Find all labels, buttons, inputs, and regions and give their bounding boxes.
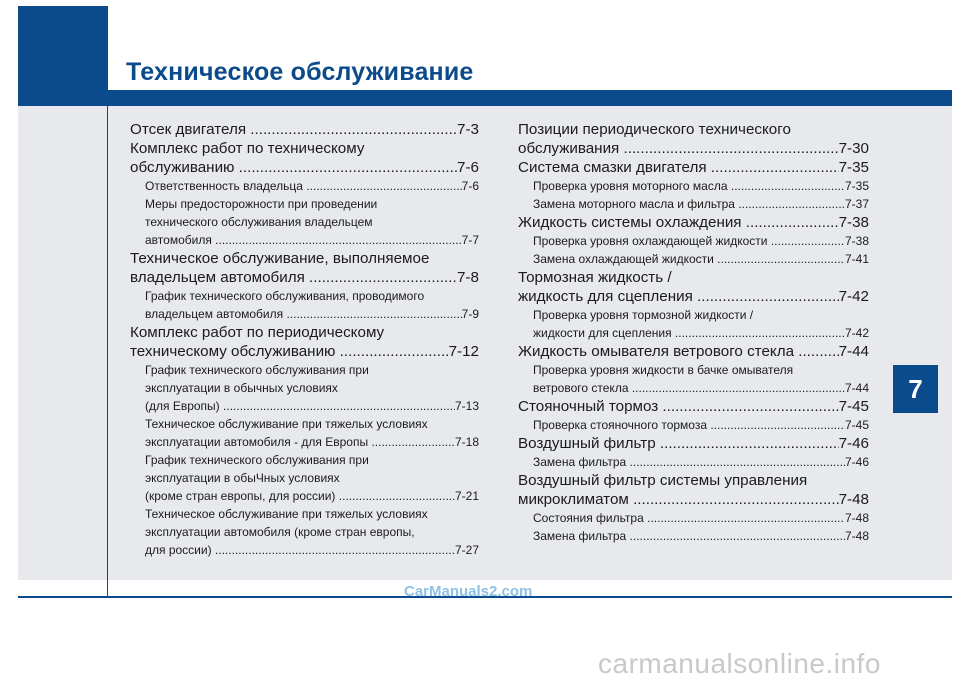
toc-entry[interactable] — [130, 323, 479, 361]
toc-entry-title: (кроме стран европы, для россии) ..... — [145, 487, 455, 505]
toc-entry-line: Проверка уровня тормозной жидкости / — [533, 308, 754, 322]
toc-page-number: 7-44 — [838, 343, 869, 360]
toc-entry[interactable] — [518, 509, 869, 527]
toc-entry-title: Отсек двигателя ..... — [130, 120, 457, 139]
toc-entry-line: Проверка уровня жидкости в бачке омывателя — [533, 363, 794, 377]
toc-page-number: 7-27 — [454, 543, 479, 557]
toc-entry-row — [533, 324, 869, 342]
toc-page-number: 7-35 — [844, 179, 869, 193]
toc-page-number: 7-48 — [844, 511, 869, 525]
toc-page-number: 7-6 — [457, 159, 479, 176]
toc-entry-title: техническому обслуживанию ..... — [130, 342, 449, 361]
toc-entry-line: Меры предосторожности при проведении — [145, 197, 378, 211]
toc-entry-title: Замена моторного масла и фильтра ..... — [533, 195, 845, 213]
toc-entry-row — [533, 509, 869, 527]
toc-page-number: 7-38 — [838, 214, 869, 231]
toc-entry[interactable] — [130, 287, 479, 323]
toc-entry[interactable] — [130, 415, 479, 451]
toc-entry-line: Техническое обслуживание при тяжелых условиях — [145, 507, 428, 521]
toc-page-number: 7-48 — [844, 529, 869, 543]
toc-page-number: 7-7 — [461, 233, 479, 247]
toc-entry-title: Стояночный тормоз ..... — [518, 397, 839, 416]
toc-entry[interactable] — [518, 397, 869, 416]
toc-entry-row — [518, 397, 869, 416]
toc-entry-title: владельцем автомобиля ..... — [130, 268, 457, 287]
toc-entry-title: Жидкость омывателя ветрового стекла ..... — [518, 342, 839, 361]
toc-entry[interactable] — [130, 249, 479, 287]
toc-entry-title: Замена фильтра ..... — [533, 453, 845, 471]
toc-entry-line: эксплуатации в обыЧных условиях — [145, 471, 340, 485]
toc-entry-title: Система смазки двигателя ..... — [518, 158, 839, 177]
toc-page-number: 7-46 — [838, 435, 869, 452]
toc-entry-line: Воздушный фильтр системы управления — [518, 472, 808, 489]
toc-entry-title: Проверка стояночного тормоза ..... — [533, 416, 845, 434]
toc-entry-row — [518, 213, 869, 232]
toc-entry-row — [533, 527, 869, 545]
toc-page-number: 7-48 — [838, 491, 869, 508]
toc-entry-title: Состояния фильтра ..... — [533, 509, 845, 527]
toc-right-column — [518, 120, 869, 545]
toc-entry-title: жидкости для сцепления ..... — [533, 324, 845, 342]
toc-entry-row — [145, 305, 479, 323]
toc-page-number: 7-45 — [838, 398, 869, 415]
toc-entry-line: График технического обслуживания при — [145, 453, 369, 467]
toc-entry[interactable] — [518, 416, 869, 434]
toc-page-number: 7-44 — [844, 381, 869, 395]
toc-entry[interactable] — [518, 232, 869, 250]
toc-page-number: 7-42 — [844, 326, 869, 340]
toc-entry-title: ветрового стекла ..... — [533, 379, 845, 397]
toc-page-number: 7-21 — [454, 489, 479, 503]
toc-entry-line: технического обслуживания владельцем — [145, 215, 373, 229]
watermark-text: CarManuals2.com — [404, 583, 533, 600]
toc-entry-title: для россии) ..... — [145, 541, 455, 559]
toc-entry[interactable] — [518, 306, 869, 342]
toc-entry[interactable] — [130, 451, 479, 505]
toc-entry-title: эксплуатации автомобиля - для Европы ..... — [145, 433, 455, 451]
toc-page-number: 7-35 — [838, 159, 869, 176]
toc-entry-row — [533, 453, 869, 471]
toc-entry-row — [145, 177, 479, 195]
toc-entry-title: Жидкость системы охлаждения ..... — [518, 213, 839, 232]
toc-entry-line: График технического обслуживания при — [145, 363, 369, 377]
toc-entry-line: Комплекс работ по техническому — [130, 140, 365, 157]
toc-entry-row — [145, 231, 479, 249]
toc-entry[interactable] — [518, 177, 869, 195]
toc-entry-title: обслуживанию ..... — [130, 158, 457, 177]
header-rule — [107, 90, 952, 106]
toc-entry-line: эксплуатации в обычных условиях — [145, 381, 338, 395]
toc-entry-row — [533, 379, 869, 397]
chapter-tab[interactable]: 7 — [893, 365, 938, 413]
toc-entry[interactable] — [130, 177, 479, 195]
footer-site-text: carmanualsonline.info — [598, 648, 881, 679]
toc-entry[interactable] — [130, 139, 479, 177]
toc-page-number: 7-41 — [844, 252, 869, 266]
toc-entry[interactable] — [518, 268, 869, 306]
toc-entry-row — [533, 416, 869, 434]
header-color-block — [18, 6, 107, 106]
toc-page-number: 7-38 — [844, 234, 869, 248]
toc-entry-row — [518, 158, 869, 177]
toc-entry-row — [518, 342, 869, 361]
toc-entry-line: Тормозная жидкость / — [518, 269, 672, 286]
toc-entry-row — [145, 487, 479, 505]
toc-page-number: 7-9 — [461, 307, 479, 321]
toc-left-column — [130, 120, 479, 559]
toc-entry-row — [518, 139, 869, 158]
toc-entry[interactable] — [518, 195, 869, 213]
toc-entry-row — [533, 250, 869, 268]
toc-entry-row — [518, 287, 869, 306]
toc-entry-line: Техническое обслуживание, выполняемое — [130, 250, 430, 267]
toc-entry-row — [130, 120, 479, 139]
toc-entry-row — [533, 177, 869, 195]
toc-entry-line: Комплекс работ по периодическому — [130, 324, 385, 341]
toc-page-number: 7-3 — [457, 121, 479, 138]
toc-entry-title: автомобиля ..... — [145, 231, 462, 249]
toc-page-number: 7-46 — [844, 455, 869, 469]
toc-entry-title: Проверка уровня моторного масла ..... — [533, 177, 845, 195]
toc-entry[interactable] — [518, 434, 869, 453]
toc-entry-title: Проверка уровня охлаждающей жидкости ..... — [533, 232, 845, 250]
toc-entry[interactable] — [518, 361, 869, 397]
toc-page-number: 7-12 — [448, 343, 479, 360]
toc-entry[interactable] — [518, 342, 869, 361]
toc-entry-row — [518, 490, 869, 509]
toc-entry[interactable] — [518, 250, 869, 268]
toc-page-number: 7-37 — [844, 197, 869, 211]
toc-entry-title: Замена охлаждающей жидкости ..... — [533, 250, 845, 268]
toc-entry[interactable] — [518, 527, 869, 545]
toc-page-number: 7-8 — [457, 269, 479, 286]
toc-entry-line: эксплуатации автомобиля (кроме стран европы, — [145, 525, 415, 539]
toc-entry-title: владельцем автомобиля ..... — [145, 305, 462, 323]
toc-entry-row — [533, 232, 869, 250]
toc-entry-row — [145, 397, 479, 415]
toc-entry-row — [533, 195, 869, 213]
toc-page-number: 7-30 — [838, 140, 869, 157]
toc-page-number: 7-45 — [844, 418, 869, 432]
toc-page-number: 7-42 — [838, 288, 869, 305]
toc-entry[interactable] — [518, 120, 869, 158]
toc-entry[interactable] — [518, 213, 869, 232]
toc-entry-title: Ответственность владельца ..... — [145, 177, 462, 195]
toc-entry-title: Замена фильтра ..... — [533, 527, 845, 545]
toc-entry-row — [518, 434, 869, 453]
page-title: Техническое обслуживание — [126, 58, 474, 86]
toc-entry-title: жидкость для сцепления ..... — [518, 287, 839, 306]
toc-entry-title: обслуживания ..... — [518, 139, 839, 158]
toc-entry-row — [130, 268, 479, 287]
toc-entry-row — [145, 541, 479, 559]
toc-entry-row — [145, 433, 479, 451]
toc-page-number: 7-6 — [461, 179, 479, 193]
toc-entry[interactable] — [130, 361, 479, 415]
toc-entry-title: (для Европы) ..... — [145, 397, 455, 415]
toc-entry-title: Воздушный фильтр ..... — [518, 434, 839, 453]
toc-entry[interactable] — [130, 505, 479, 559]
toc-entry-line: График технического обслуживания, проводимого — [145, 289, 425, 303]
toc-entry-line: Техническое обслуживание при тяжелых условиях — [145, 417, 428, 431]
toc-entry-title: микроклиматом ..... — [518, 490, 839, 509]
toc-entry-row — [130, 342, 479, 361]
toc-entry[interactable] — [518, 158, 869, 177]
toc-entry[interactable] — [518, 471, 869, 509]
toc-page-number: 7-18 — [454, 435, 479, 449]
toc-page-number: 7-13 — [454, 399, 479, 413]
toc-entry[interactable] — [130, 120, 479, 139]
toc-entry[interactable] — [518, 453, 869, 471]
toc-entry-row — [130, 158, 479, 177]
toc-entry[interactable] — [130, 195, 479, 249]
toc-entry-line: Позиции периодического технического — [518, 121, 791, 138]
